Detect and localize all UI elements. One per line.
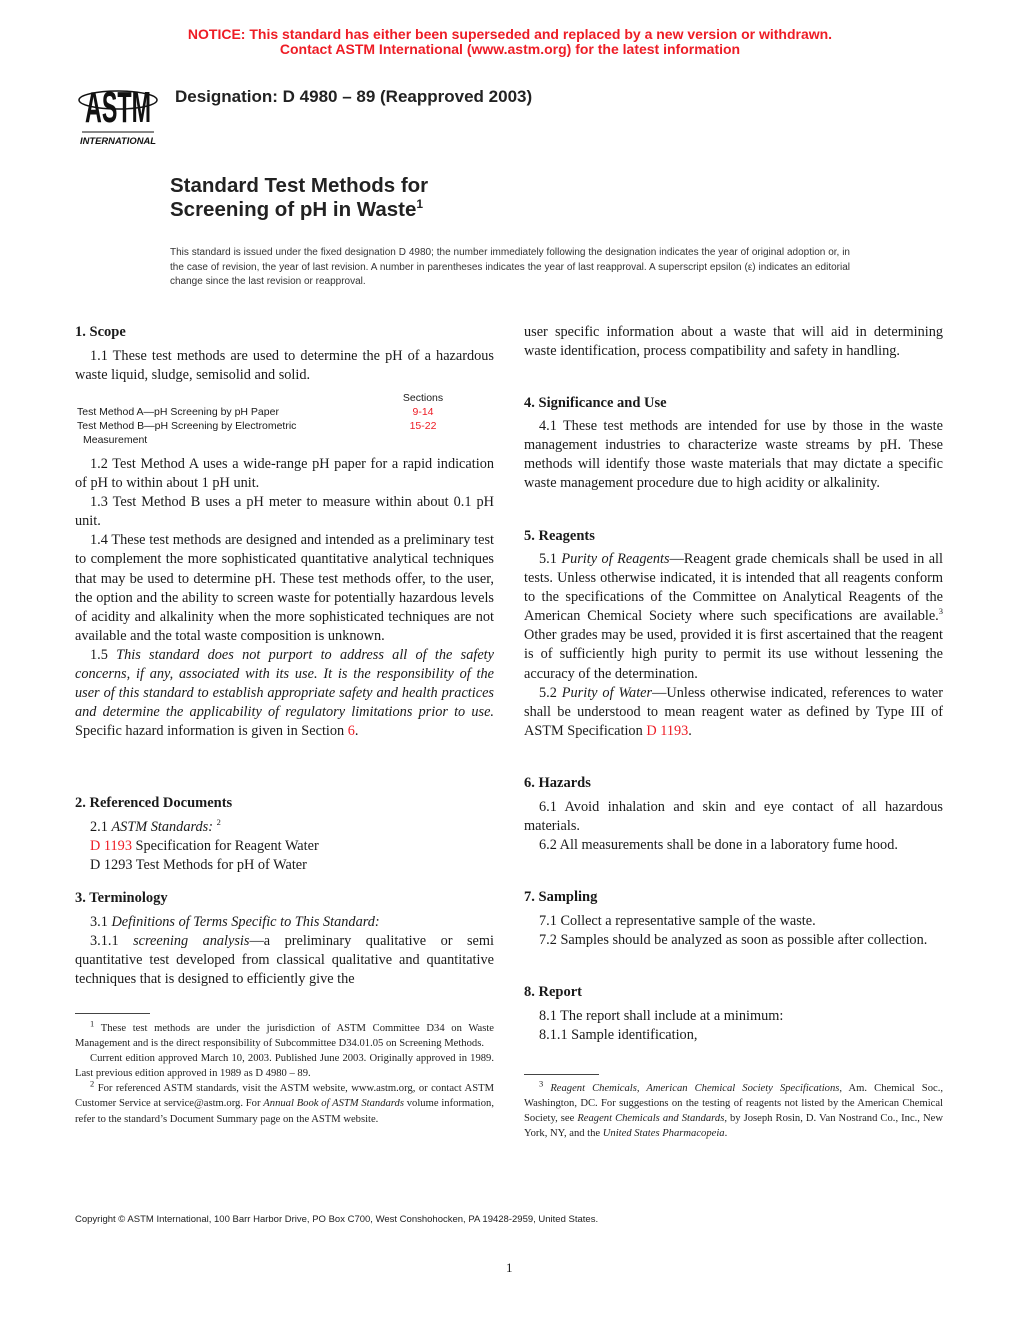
text-run: 8.1 The report shall include at a minimum:	[539, 1008, 784, 1024]
scope-p1	[75, 347, 494, 385]
text-run: —a preliminary qualitative or semi quantitative test developed from classical qualitative and quantitative techniques that is designed to efficiently give the	[75, 933, 494, 988]
paragraph	[75, 646, 494, 741]
text-run: 3.1	[90, 914, 112, 930]
heading-reagents: 5. Reagents	[524, 528, 595, 544]
svg-text:INTERNATIONAL: INTERNATIONAL	[80, 136, 157, 147]
text-run: Specification for Reagent Water	[131, 838, 319, 855]
text-run: user specific information about a waste that will aid in determining waste identification, process compatibility and safety in handling.	[524, 324, 943, 360]
text-run: Definitions of Terms Specific to This Standard:	[111, 914, 380, 930]
paragraph	[524, 912, 943, 931]
footnotes-right	[524, 1078, 943, 1141]
text-run: These test methods are under the jurisdiction of ASTM Committee D34 on Waste Management and is the direct responsibility of Subcommittee D34.01.05 on Screening Methods.	[75, 1023, 494, 1050]
heading-scope: 1. Scope	[75, 324, 126, 340]
text-run: 8.1.1 Sample identification,	[539, 1027, 698, 1044]
paragraph	[524, 417, 943, 493]
astm-logo-icon	[76, 74, 160, 150]
sampling-paras	[524, 912, 943, 950]
reagents-paras	[524, 550, 943, 741]
footnote-ref: 1	[90, 1018, 95, 1029]
footnote-ref: 3	[938, 606, 943, 617]
text-run: Current edition approved March 10, 2003. Published June 2003. Originally approved in 1989. Last previous edition approved in 1989 as D 4980 – 89.	[75, 1053, 494, 1080]
paragraph	[524, 550, 943, 684]
terminology-continued	[524, 323, 943, 361]
paragraph	[524, 1026, 943, 1045]
text-run: Purity of Reagents	[561, 551, 670, 567]
hazards-paras	[524, 798, 943, 855]
paragraph	[75, 1051, 494, 1081]
copyright: Copyright © ASTM International, 100 Barr Harbor Drive, PO Box C700, West Conshohocken, PA 19428-2959, United States.	[75, 1214, 599, 1225]
title-line-2: Screening of pH in Waste	[170, 198, 417, 221]
text-run: 1.3 Test Method B uses a pH meter to measure within about 0.1 pH unit.	[75, 494, 494, 530]
page-number: 1	[506, 1260, 513, 1275]
text-run: volume information, refer to the standard’s Document Summary page on the ASTM website.	[75, 1098, 494, 1125]
text-run: 3.1.1	[90, 933, 134, 950]
astm-logo	[76, 74, 160, 150]
text-run: Reagent Chemicals and Standards	[577, 1113, 725, 1125]
paragraph	[75, 932, 494, 989]
method-b-label: Test Method B—pH Screening by Electrometric	[77, 420, 297, 432]
footnote-ref: 2	[90, 1078, 95, 1089]
sections-table	[77, 391, 495, 447]
footnote-divider	[75, 1013, 150, 1014]
notice-line-1: NOTICE: This standard has either been superseded and replaced by a new version or withdrawn.	[187, 26, 833, 42]
paragraph	[524, 836, 943, 855]
text-run: 6.1 Avoid inhalation and skin and eye contact of all hazardous materials.	[524, 799, 943, 835]
sections-header: Sections	[402, 392, 444, 404]
text-run: ASTM Standards:	[111, 819, 213, 835]
text-run: , by Joseph Rosin, D. Van Nostrand Co., Inc., New York, NY, and the	[524, 1113, 943, 1140]
designation: Designation: D 4980 – 89 (Reapproved 2003)	[175, 87, 533, 106]
paragraph	[524, 1078, 943, 1141]
text-run: 5.1	[539, 551, 562, 567]
heading-significance: 4. Significance and Use	[524, 395, 667, 411]
text-run: D 1293 Test Methods for pH of Water	[90, 857, 307, 874]
text-run: Other grades may be used, provided it is first ascertained that the reagent is of sufficiently high purity to permit its use without lessening the accuracy of the determination.	[524, 627, 943, 682]
text-run: 2.1	[90, 819, 112, 835]
text-run: Purity of Water	[561, 684, 653, 701]
scope-paras	[75, 455, 494, 741]
footnotes-left	[75, 1018, 494, 1127]
paragraph	[75, 531, 494, 646]
text-run: 1.2 Test Method A uses a wide-range pH paper for a rapid indication of pH to within about 1 pH unit.	[75, 456, 494, 492]
svg-text:ASTM: ASTM	[85, 83, 151, 132]
heading-sampling: 7. Sampling	[524, 889, 598, 905]
text-run: —Unless otherwise indicated, references to water shall be understood to mean reagent water as defined by Type III of ASTM Specification	[524, 684, 943, 739]
method-b-sections-link[interactable]: 15-22	[409, 420, 437, 432]
paragraph	[75, 913, 494, 932]
footnote-divider-right	[524, 1074, 599, 1075]
reference-link[interactable]: D 1193	[646, 722, 689, 739]
text-run: 1.4 These test methods are designed and intended as a preliminary test to complement the more sophisticated quantitative analytical techniques that may be used to determine pH. These test methods offer, to the user, the option and the ability to screen waste for potentially hazardous levels of acidity and alkalinity when the more sophisticated techniques are not available and the total waste composition is unknown.	[75, 532, 494, 644]
refdocs-paras	[75, 818, 494, 875]
method-a-label: Test Method A—pH Screening by pH Paper	[77, 406, 279, 418]
paragraph	[75, 856, 494, 875]
text-run: United States Pharmacopeia	[602, 1128, 725, 1140]
paragraph	[75, 493, 494, 531]
heading-referenced-documents: 2. Referenced Documents	[75, 795, 233, 811]
text-run: .	[688, 722, 692, 739]
notice-line-2: Contact ASTM International (www.astm.org) for the latest information	[279, 41, 741, 57]
text-run: Reagent Chemicals, American Chemical Society Specifications	[550, 1083, 840, 1094]
paragraph	[524, 798, 943, 836]
paragraph	[524, 323, 943, 361]
terminology-paras	[75, 913, 494, 989]
text-run: Annual Book of ASTM Standards	[263, 1098, 404, 1110]
text-run: 4.1 These test methods are intended for use by those in the waste management industries to characterize waste streams by pH. These methods will identify those waste materials that may dictate a specific waste management procedure due to high acidity or alkalinity.	[524, 418, 943, 492]
text-run: This standard does not purport to address all of the safety concerns, if any, associated with its use. It is the responsibility of the user of this standard to establish appropriate safety and health practices and determine the applicability of regulatory limitations prior to use.	[75, 646, 494, 721]
report-paras	[524, 1007, 943, 1045]
title-footnote-ref: 1	[416, 197, 424, 212]
text-run: 6.2 All measurements shall be done in a laboratory fume hood.	[539, 837, 898, 854]
paragraph	[75, 1078, 494, 1126]
intro-note: This standard is issued under the fixed designation D 4980; the number immediately following the designation indicates the year of original adoption or, in the case of revision, the year of last revision. A number in parentheses indicates the year of last reapproval. A superscript epsilon (ε) indicates an editorial change since the last revision or reapproval.	[170, 247, 850, 287]
paragraph	[524, 1007, 943, 1026]
heading-terminology: 3. Terminology	[75, 890, 168, 906]
text-run: Specific hazard information is given in Section	[75, 723, 348, 740]
paragraph	[75, 1018, 494, 1051]
text-run: For referenced ASTM standards, visit the ASTM website, www.astm.org, or contact ASTM Customer Service at service@astm.org. For	[75, 1083, 494, 1110]
heading-hazards: 6. Hazards	[524, 775, 591, 791]
heading-report: 8. Report	[524, 984, 582, 1000]
method-a-sections-link[interactable]: 9-14	[412, 406, 434, 418]
text-run: .	[354, 723, 359, 740]
paragraph	[524, 684, 943, 741]
paragraph	[75, 455, 494, 493]
title-line-1: Standard Test Methods for	[170, 174, 429, 197]
text-run: .	[724, 1128, 728, 1140]
paragraph	[75, 818, 494, 837]
text-run: 1.5	[90, 646, 117, 663]
paragraph	[75, 347, 494, 385]
significance-paras	[524, 417, 943, 493]
footnote-ref: 3	[539, 1078, 544, 1089]
text-run: —Reagent grade chemicals shall be used in all tests. Unless otherwise indicated, it is intended that all reagents conform to the specifications of the Committee on Analytical Reagents of the American Chemical Society where such specifications are available.	[524, 551, 943, 625]
method-b-label-cont: Measurement	[83, 434, 148, 446]
text-run: 5.2	[539, 684, 562, 701]
paragraph	[524, 931, 943, 950]
text-run: screening analysis	[133, 933, 250, 950]
text-run: , Am. Chemical Soc., Washington, DC. For suggestions on the testing of reagents not listed by the American Chemical Society, see	[524, 1083, 943, 1125]
reference-link[interactable]: D 1193	[90, 838, 132, 855]
text-run: 1.1 These test methods are used to determine the pH of a hazardous waste liquid, sludge, semisolid and solid.	[75, 348, 494, 384]
text-run: 7.1 Collect a representative sample of the waste.	[539, 913, 816, 929]
document-title	[170, 174, 428, 222]
paragraph	[75, 837, 494, 856]
reference-link[interactable]: 6	[347, 723, 355, 740]
text-run: 7.2 Samples should be analyzed as soon as possible after collection.	[539, 932, 928, 949]
footnote-ref: 2	[216, 817, 221, 828]
